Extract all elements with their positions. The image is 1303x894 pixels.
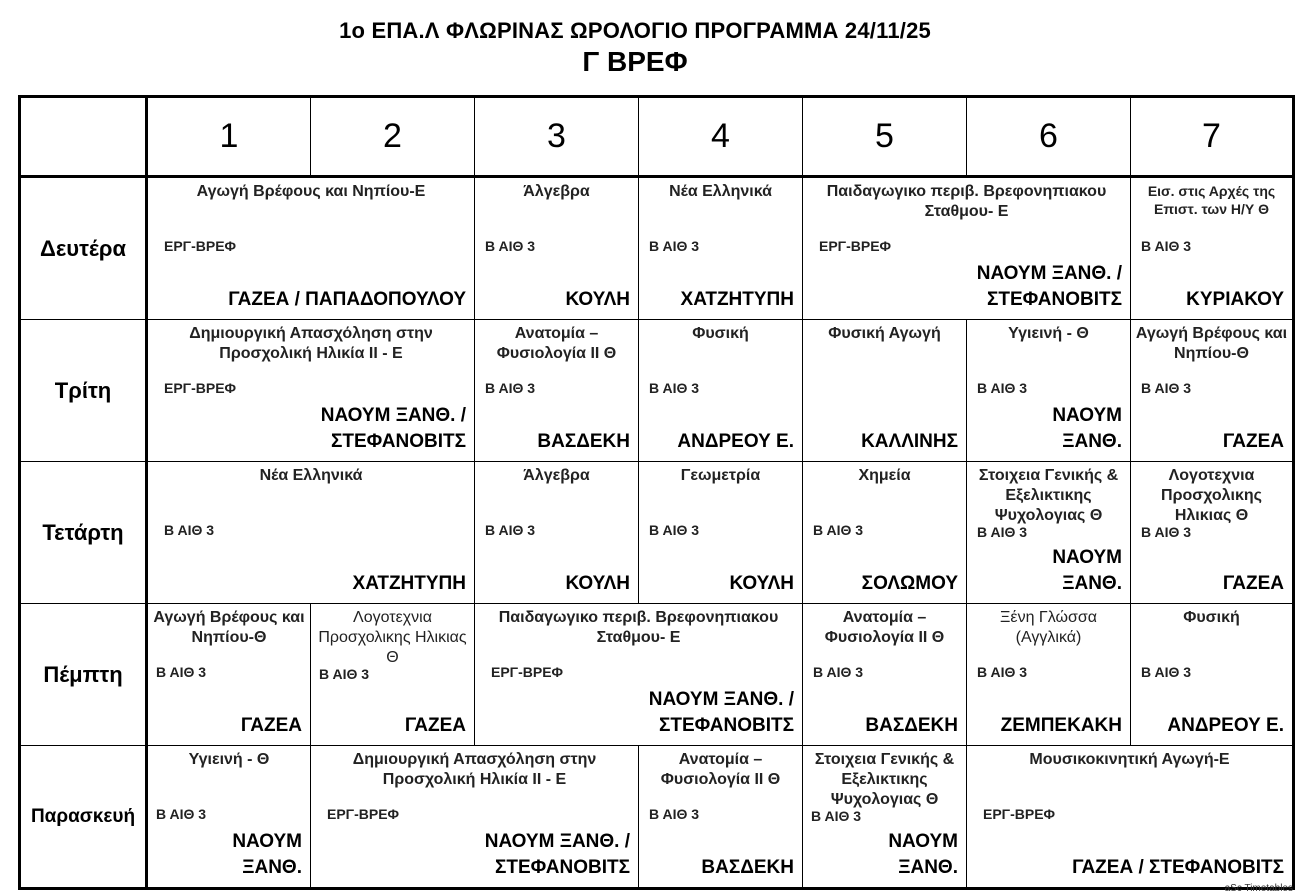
lesson-teacher-line: ΞΑΝΘ. xyxy=(898,857,958,878)
lesson-teacher-line: ΣΤΕΦΑΝΟΒΙΤΣ xyxy=(495,857,630,878)
lesson-cell[interactable] xyxy=(1131,177,1294,320)
lesson-room: ΕΡΓ-ΒΡΕΦ xyxy=(327,806,400,822)
lesson-room: Β ΑΙΘ 3 xyxy=(485,380,536,396)
day-row-tuesday xyxy=(20,320,1294,462)
lesson-teacher-line: ΞΑΝΘ. xyxy=(1062,573,1122,594)
day-row-wednesday xyxy=(20,462,1294,604)
lesson-teacher xyxy=(888,829,958,881)
lesson-subject: Στοιχεια Γενικής & Εξελικτικης Ψυχολογιας Θ xyxy=(978,467,1119,524)
corner-cell xyxy=(20,97,147,177)
lesson-subject: Αγωγή Βρέφους και Νηπίου-Ε xyxy=(196,183,426,200)
lesson-room: ΕΡΓ-ΒΡΕΦ xyxy=(491,664,564,680)
lesson-teacher: ΒΑΣΔΕΚΗ xyxy=(865,715,958,736)
lesson-cell[interactable] xyxy=(967,320,1131,462)
lesson-teacher: ΒΑΣΔΕΚΗ xyxy=(701,857,794,878)
lesson-subject: Παιδαγωγικο περιβ. Βρεφονηπιακου Σταθμου- Ε xyxy=(826,183,1107,220)
lesson-room: ΕΡΓ-ΒΡΕΦ xyxy=(164,380,237,396)
lesson-room: Β ΑΙΘ 3 xyxy=(811,808,862,824)
lesson-room: Β ΑΙΘ 3 xyxy=(164,522,215,538)
lesson-teacher-line: ΣΤΕΦΑΝΟΒΙΤΣ xyxy=(659,715,794,736)
day-label: Τετάρτη xyxy=(20,462,147,604)
lesson-cell[interactable] xyxy=(803,746,967,889)
lesson-subject: Ανατομία – Φυσιολογία ΙΙ Θ xyxy=(660,751,781,788)
lesson-cell[interactable] xyxy=(475,604,803,746)
lesson-subject: Φυσική Αγωγή xyxy=(828,325,941,342)
lesson-teacher-line: ΝΑΟΥΜ ΞΑΝΘ. / xyxy=(320,405,466,426)
lesson-cell[interactable] xyxy=(639,746,803,889)
lesson-cell[interactable] xyxy=(967,604,1131,746)
lesson-cell[interactable] xyxy=(639,177,803,320)
footer-credit: aSc Timetables xyxy=(1224,883,1293,894)
lesson-teacher: ΑΝΔΡΕΟΥ Ε. xyxy=(1167,715,1284,736)
lesson-subject: Υγιεινή - Θ xyxy=(1008,325,1089,342)
lesson-room: Β ΑΙΘ 3 xyxy=(649,806,700,822)
lesson-teacher-line: ΝΑΟΥΜ ΞΑΝΘ. / xyxy=(648,689,794,710)
lesson-subject: Λογοτεχνια Προσχολικης Ηλικιας Θ xyxy=(1161,467,1262,524)
lesson-cell[interactable] xyxy=(311,746,639,889)
lesson-subject: Αγωγή Βρέφους και Νηπίου-Θ xyxy=(153,609,305,646)
period-header-row xyxy=(20,97,1294,177)
lesson-subject: Δημιουργική Απασχόληση στην Προσχολική Ηλικία ΙΙ - Ε xyxy=(352,751,597,788)
lesson-subject: Χημεία xyxy=(858,467,911,484)
lesson-room: Β ΑΙΘ 3 xyxy=(649,238,700,254)
lesson-teacher: ΓΑΖΕΑ xyxy=(404,715,466,736)
day-row-thursday xyxy=(20,604,1294,746)
lesson-subject: Λογοτεχνια Προσχολικης Ηλικιας Θ xyxy=(318,609,467,666)
lesson-room: Β ΑΙΘ 3 xyxy=(813,664,864,680)
lesson-teacher-line: ΣΤΕΦΑΝΟΒΙΤΣ xyxy=(987,289,1122,310)
lesson-cell[interactable] xyxy=(803,462,967,604)
lesson-cell[interactable] xyxy=(475,320,639,462)
lesson-room: Β ΑΙΘ 3 xyxy=(649,522,700,538)
day-row-friday xyxy=(20,746,1294,889)
lesson-subject: Στοιχεια Γενικής & Εξελικτικης Ψυχολογιας Θ xyxy=(814,751,955,808)
lesson-room: Β ΑΙΘ 3 xyxy=(649,380,700,396)
lesson-subject: Εισ. στις Αρχές της Επιστ. των Η/Υ Θ xyxy=(1147,183,1276,217)
lesson-room: Β ΑΙΘ 3 xyxy=(977,664,1028,680)
lesson-cell[interactable] xyxy=(147,177,475,320)
lesson-teacher: ΖΕΜΠΕΚΑΚΗ xyxy=(1000,715,1122,736)
lesson-cell[interactable] xyxy=(639,320,803,462)
lesson-cell[interactable] xyxy=(639,462,803,604)
period-7: 7 xyxy=(1131,97,1294,177)
lesson-teacher: ΚΥΡΙΑΚΟΥ xyxy=(1186,289,1284,310)
lesson-cell[interactable] xyxy=(147,462,475,604)
lesson-subject: Ανατομία – Φυσιολογία ΙΙ Θ xyxy=(824,609,945,646)
lesson-subject: Ανατομία – Φυσιολογία ΙΙ Θ xyxy=(496,325,617,362)
lesson-cell[interactable] xyxy=(475,462,639,604)
lesson-teacher: ΣΟΛΩΜΟΥ xyxy=(861,573,958,594)
lesson-room: Β ΑΙΘ 3 xyxy=(813,522,864,538)
lesson-subject: Γεωμετρία xyxy=(680,467,761,484)
lesson-teacher-line: ΞΑΝΘ. xyxy=(1062,431,1122,452)
lesson-teacher xyxy=(1052,545,1122,597)
lesson-teacher xyxy=(321,403,466,455)
lesson-cell[interactable] xyxy=(147,746,311,889)
lesson-cell[interactable] xyxy=(1131,604,1294,746)
lesson-subject: Φυσική xyxy=(1183,609,1240,626)
lesson-teacher xyxy=(485,829,630,881)
lesson-room: Β ΑΙΘ 3 xyxy=(1141,238,1192,254)
lesson-room: Β ΑΙΘ 3 xyxy=(1141,664,1192,680)
lesson-subject: Νέα Ελληνικά xyxy=(259,467,363,484)
day-label: Πέμπτη xyxy=(20,604,147,746)
lesson-subject: Νέα Ελληνικά xyxy=(669,183,772,200)
lesson-teacher: ΓΑΖΕΑ / ΠΑΠΑΔΟΠΟΥΛΟΥ xyxy=(228,289,466,310)
lesson-teacher-line: ΝΑΟΥΜ xyxy=(232,831,302,852)
lesson-room: ΕΡΓ-ΒΡΕΦ xyxy=(164,238,237,254)
lesson-teacher-line: ΝΑΟΥΜ ΞΑΝΘ. / xyxy=(976,263,1122,284)
lesson-teacher: ΓΑΖΕΑ xyxy=(1222,431,1284,452)
lesson-subject: Ξένη Γλώσσα (Αγγλικά) xyxy=(1000,609,1097,646)
lesson-teacher-line: ΞΑΝΘ. xyxy=(242,857,302,878)
period-2: 2 xyxy=(311,97,475,177)
lesson-teacher: ΒΑΣΔΕΚΗ xyxy=(537,431,630,452)
day-label: Δευτέρα xyxy=(20,177,147,320)
lesson-cell[interactable] xyxy=(967,746,1294,889)
lesson-room: Β ΑΙΘ 3 xyxy=(319,666,370,682)
lesson-teacher: ΚΟΥΛΗ xyxy=(729,573,794,594)
lesson-teacher: ΚΟΥΛΗ xyxy=(565,289,630,310)
period-1: 1 xyxy=(147,97,311,177)
lesson-room: Β ΑΙΘ 3 xyxy=(977,524,1028,540)
period-4: 4 xyxy=(639,97,803,177)
lesson-subject: Δημιουργική Απασχόληση στην Προσχολική Ηλικία ΙΙ - Ε xyxy=(189,325,433,362)
lesson-teacher-line: ΝΑΟΥΜ ΞΑΝΘ. / xyxy=(484,831,630,852)
lesson-subject: Φυσική xyxy=(692,325,749,342)
lesson-cell[interactable] xyxy=(803,177,1131,320)
lesson-teacher-line: ΣΤΕΦΑΝΟΒΙΤΣ xyxy=(331,431,466,452)
lesson-room: Β ΑΙΘ 3 xyxy=(156,664,207,680)
page-title: 1ο ΕΠΑ.Λ ΦΛΩΡΙΝΑΣ ΩΡΟΛΟΓΙΟ ΠΡΟΓΡΑΜΜΑ 24/11/25 xyxy=(339,18,931,43)
lesson-cell[interactable] xyxy=(803,320,967,462)
lesson-cell[interactable] xyxy=(1131,320,1294,462)
lesson-teacher: ΓΑΖΕΑ xyxy=(240,715,302,736)
lesson-teacher: ΧΑΤΖΗΤΥΠΗ xyxy=(352,573,466,594)
period-5: 5 xyxy=(803,97,967,177)
lesson-teacher-line: ΝΑΟΥΜ xyxy=(888,831,958,852)
lesson-room: Β ΑΙΘ 3 xyxy=(485,522,536,538)
lesson-teacher: ΓΑΖΕΑ / ΣΤΕΦΑΝΟΒΙΤΣ xyxy=(1072,857,1284,878)
lesson-room: Β ΑΙΘ 3 xyxy=(977,380,1028,396)
lesson-teacher xyxy=(649,687,794,739)
day-label: Παρασκευή xyxy=(20,746,147,889)
lesson-subject: Αγωγή Βρέφους και Νηπίου-Θ xyxy=(1135,325,1288,362)
lesson-teacher xyxy=(1052,403,1122,455)
lesson-cell[interactable] xyxy=(1131,462,1294,604)
lesson-room: ΕΡΓ-ΒΡΕΦ xyxy=(819,238,892,254)
lesson-room: Β ΑΙΘ 3 xyxy=(485,238,536,254)
lesson-subject: Άλγεβρα xyxy=(523,467,590,484)
lesson-subject: Μουσικοκινητική Αγωγή-Ε xyxy=(1029,751,1230,768)
lesson-teacher: ΚΑΛΛΙΝΗΣ xyxy=(861,431,958,452)
lesson-teacher xyxy=(977,261,1122,313)
lesson-room: Β ΑΙΘ 3 xyxy=(1141,524,1192,540)
lesson-teacher-line: ΝΑΟΥΜ xyxy=(1052,547,1122,568)
lesson-cell[interactable] xyxy=(311,604,475,746)
lesson-room: Β ΑΙΘ 3 xyxy=(1141,380,1192,396)
lesson-subject: Άλγεβρα xyxy=(523,183,590,200)
lesson-teacher: ΓΑΖΕΑ xyxy=(1222,573,1284,594)
lesson-cell[interactable] xyxy=(147,320,475,462)
lesson-cell[interactable] xyxy=(967,462,1131,604)
period-6: 6 xyxy=(967,97,1131,177)
lesson-teacher: ΑΝΔΡΕΟΥ Ε. xyxy=(677,431,794,452)
lesson-room: Β ΑΙΘ 3 xyxy=(156,806,207,822)
timetable xyxy=(18,95,1295,890)
day-label: Τρίτη xyxy=(20,320,147,462)
period-3: 3 xyxy=(475,97,639,177)
lesson-subject: Παιδαγωγικο περιβ. Βρεφονηπιακου Σταθμου- Ε xyxy=(498,609,779,646)
lesson-cell[interactable] xyxy=(147,604,311,746)
class-name: Γ ΒΡΕΦ xyxy=(582,46,688,77)
lesson-teacher: ΧΑΤΖΗΤΥΠΗ xyxy=(680,289,794,310)
lesson-subject: Υγιεινή - Θ xyxy=(188,751,270,768)
day-row-monday xyxy=(20,177,1294,320)
lesson-cell[interactable] xyxy=(475,177,639,320)
lesson-teacher xyxy=(232,829,302,881)
lesson-teacher-line: ΝΑΟΥΜ xyxy=(1052,405,1122,426)
lesson-cell[interactable] xyxy=(803,604,967,746)
lesson-room: ΕΡΓ-ΒΡΕΦ xyxy=(983,806,1056,822)
lesson-teacher: ΚΟΥΛΗ xyxy=(565,573,630,594)
